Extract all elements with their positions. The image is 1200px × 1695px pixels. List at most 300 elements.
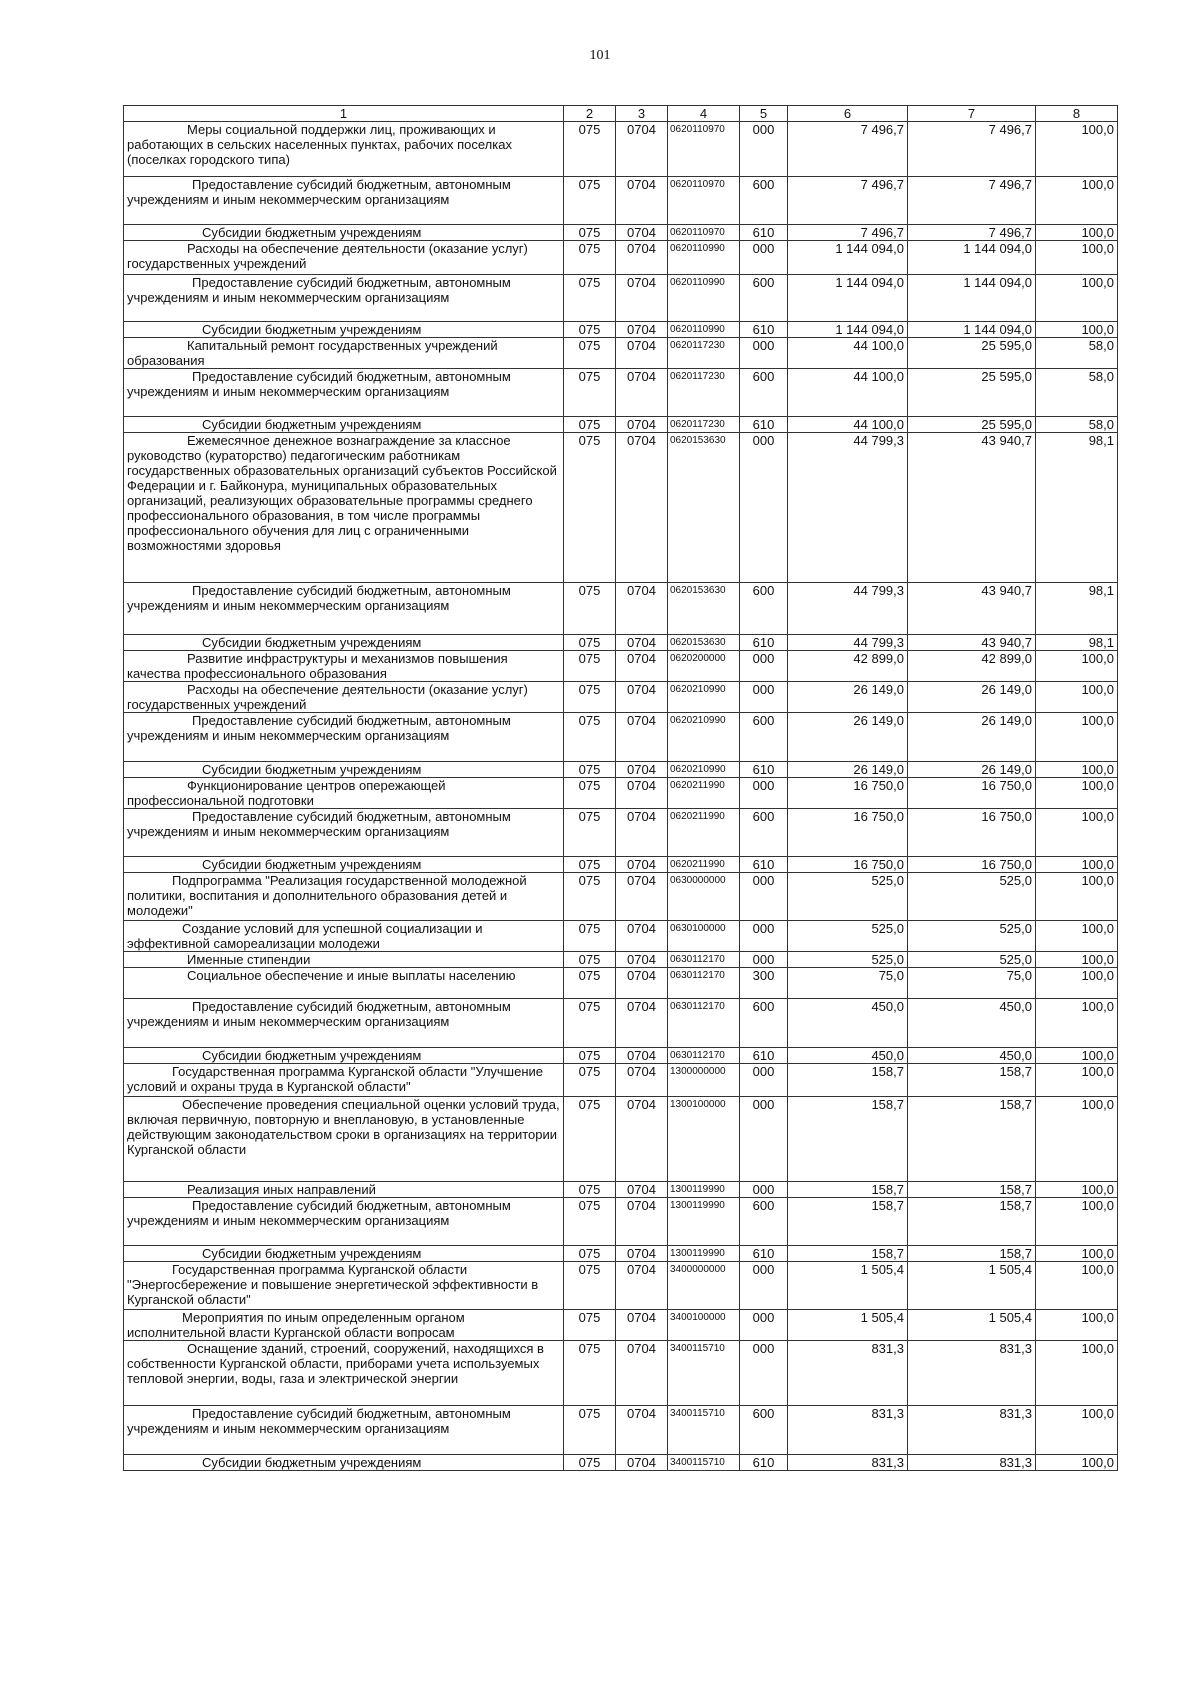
ministry-code: 075 xyxy=(564,1198,616,1246)
row-description: Меры социальной поддержки лиц, проживающих и работающих в сельских населенных пунктах, рабочих поселках (поселках городского типа) xyxy=(124,122,564,177)
target-article-code: 0620110990 xyxy=(668,275,740,322)
expense-type-code: 000 xyxy=(740,682,788,713)
section-code: 0704 xyxy=(616,1341,668,1406)
target-article-code: 0620210990 xyxy=(668,713,740,762)
execution-percent: 100,0 xyxy=(1036,873,1118,921)
section-code: 0704 xyxy=(616,809,668,857)
executed-amount: 158,7 xyxy=(908,1064,1036,1097)
section-code: 0704 xyxy=(616,999,668,1048)
expense-type-code: 600 xyxy=(740,275,788,322)
execution-percent: 100,0 xyxy=(1036,275,1118,322)
table-row xyxy=(124,1064,1118,1097)
row-description: Субсидии бюджетным учреждениям xyxy=(124,762,564,778)
section-code: 0704 xyxy=(616,241,668,275)
section-code: 0704 xyxy=(616,952,668,968)
planned-amount: 158,7 xyxy=(788,1182,908,1198)
table-row xyxy=(124,1310,1118,1341)
executed-amount: 25 595,0 xyxy=(908,338,1036,369)
row-description: Предоставление субсидий бюджетным, автономным учреждениям и иным некоммерческим организациям xyxy=(124,713,564,762)
section-code: 0704 xyxy=(616,225,668,241)
ministry-code: 075 xyxy=(564,1455,616,1471)
row-description: Ежемесячное денежное вознаграждение за классное руководство (кураторство) педагогическим работникам государственных образовательных организаций субъектов Российской Федерации и г. Байконура, муниципальных образовательных организаций, реализующих образовательные программы среднего профессионального образования, в том числе программы профессионального обучения для лиц с ограниченными возможностями здоровья xyxy=(124,433,564,583)
target-article-code: 1300119990 xyxy=(668,1198,740,1246)
executed-amount: 7 496,7 xyxy=(908,225,1036,241)
expense-type-code: 610 xyxy=(740,1455,788,1471)
section-code: 0704 xyxy=(616,369,668,417)
executed-amount: 26 149,0 xyxy=(908,713,1036,762)
table-row xyxy=(124,857,1118,873)
execution-percent: 58,0 xyxy=(1036,417,1118,433)
table-row xyxy=(124,809,1118,857)
expense-type-code: 600 xyxy=(740,999,788,1048)
target-article-code: 0620211990 xyxy=(668,809,740,857)
planned-amount: 831,3 xyxy=(788,1341,908,1406)
planned-amount: 44 799,3 xyxy=(788,433,908,583)
planned-amount: 525,0 xyxy=(788,921,908,952)
target-article-code: 0620110970 xyxy=(668,225,740,241)
execution-percent: 100,0 xyxy=(1036,682,1118,713)
executed-amount: 525,0 xyxy=(908,921,1036,952)
execution-percent: 100,0 xyxy=(1036,322,1118,338)
row-description: Предоставление субсидий бюджетным, автономным учреждениям и иным некоммерческим организациям xyxy=(124,583,564,635)
table-row xyxy=(124,433,1118,583)
ministry-code: 075 xyxy=(564,369,616,417)
target-article-code: 1300000000 xyxy=(668,1064,740,1097)
execution-percent: 100,0 xyxy=(1036,921,1118,952)
table-row xyxy=(124,417,1118,433)
execution-percent: 100,0 xyxy=(1036,241,1118,275)
row-description: Субсидии бюджетным учреждениям xyxy=(124,225,564,241)
ministry-code: 075 xyxy=(564,713,616,762)
executed-amount: 158,7 xyxy=(908,1182,1036,1198)
planned-amount: 16 750,0 xyxy=(788,857,908,873)
expense-type-code: 000 xyxy=(740,1341,788,1406)
table-row xyxy=(124,1341,1118,1406)
target-article-code: 0630112170 xyxy=(668,968,740,999)
execution-percent: 100,0 xyxy=(1036,968,1118,999)
executed-amount: 831,3 xyxy=(908,1406,1036,1455)
table-row xyxy=(124,921,1118,952)
section-code: 0704 xyxy=(616,322,668,338)
section-code: 0704 xyxy=(616,682,668,713)
table-row xyxy=(124,713,1118,762)
expense-type-code: 000 xyxy=(740,338,788,369)
execution-percent: 100,0 xyxy=(1036,857,1118,873)
execution-percent: 100,0 xyxy=(1036,1455,1118,1471)
section-code: 0704 xyxy=(616,1198,668,1246)
ministry-code: 075 xyxy=(564,635,616,651)
ministry-code: 075 xyxy=(564,338,616,369)
section-code: 0704 xyxy=(616,1064,668,1097)
planned-amount: 158,7 xyxy=(788,1097,908,1182)
planned-amount: 26 149,0 xyxy=(788,682,908,713)
expense-type-code: 000 xyxy=(740,921,788,952)
row-description: Субсидии бюджетным учреждениям xyxy=(124,322,564,338)
executed-amount: 16 750,0 xyxy=(908,778,1036,809)
ministry-code: 075 xyxy=(564,1064,616,1097)
table-row xyxy=(124,1406,1118,1455)
row-description: Государственная программа Курганской области "Улучшение условий и охраны труда в Курганской области" xyxy=(124,1064,564,1097)
executed-amount: 831,3 xyxy=(908,1341,1036,1406)
planned-amount: 450,0 xyxy=(788,999,908,1048)
execution-percent: 100,0 xyxy=(1036,1341,1118,1406)
table-row xyxy=(124,1182,1118,1198)
ministry-code: 075 xyxy=(564,417,616,433)
planned-amount: 75,0 xyxy=(788,968,908,999)
execution-percent: 100,0 xyxy=(1036,809,1118,857)
table-row xyxy=(124,999,1118,1048)
executed-amount: 25 595,0 xyxy=(908,369,1036,417)
executed-amount: 7 496,7 xyxy=(908,122,1036,177)
executed-amount: 450,0 xyxy=(908,999,1036,1048)
executed-amount: 525,0 xyxy=(908,873,1036,921)
planned-amount: 1 144 094,0 xyxy=(788,322,908,338)
execution-percent: 100,0 xyxy=(1036,1310,1118,1341)
row-description: Расходы на обеспечение деятельности (оказание услуг) государственных учреждений xyxy=(124,241,564,275)
executed-amount: 1 505,4 xyxy=(908,1310,1036,1341)
target-article-code: 0620110990 xyxy=(668,241,740,275)
expense-type-code: 000 xyxy=(740,651,788,682)
table-row xyxy=(124,322,1118,338)
planned-amount: 42 899,0 xyxy=(788,651,908,682)
execution-percent: 100,0 xyxy=(1036,1097,1118,1182)
executed-amount: 1 144 094,0 xyxy=(908,241,1036,275)
executed-amount: 16 750,0 xyxy=(908,857,1036,873)
row-description: Субсидии бюджетным учреждениям xyxy=(124,857,564,873)
col-header-4: 4 xyxy=(668,106,740,122)
expense-type-code: 600 xyxy=(740,1198,788,1246)
execution-percent: 100,0 xyxy=(1036,1048,1118,1064)
ministry-code: 075 xyxy=(564,177,616,225)
table-row xyxy=(124,1048,1118,1064)
row-description: Функционирование центров опережающей профессиональной подготовки xyxy=(124,778,564,809)
row-description: Предоставление субсидий бюджетным, автономным учреждениям и иным некоммерческим организациям xyxy=(124,1198,564,1246)
row-description: Оснащение зданий, строений, сооружений, находящихся в собственности Курганской области, приборами учета используемых тепловой энергии, воды, газа и электрической энергии xyxy=(124,1341,564,1406)
ministry-code: 075 xyxy=(564,968,616,999)
target-article-code: 1300119990 xyxy=(668,1246,740,1262)
expense-type-code: 000 xyxy=(740,1097,788,1182)
expense-type-code: 000 xyxy=(740,122,788,177)
execution-percent: 58,0 xyxy=(1036,369,1118,417)
row-description: Подпрограмма "Реализация государственной молодежной политики, воспитания и дополнительного образования детей и молодежи" xyxy=(124,873,564,921)
col-header-2: 2 xyxy=(564,106,616,122)
expense-type-code: 000 xyxy=(740,1310,788,1341)
executed-amount: 158,7 xyxy=(908,1097,1036,1182)
execution-percent: 100,0 xyxy=(1036,1182,1118,1198)
expense-type-code: 000 xyxy=(740,433,788,583)
executed-amount: 75,0 xyxy=(908,968,1036,999)
section-code: 0704 xyxy=(616,1262,668,1310)
target-article-code: 1300119990 xyxy=(668,1182,740,1198)
executed-amount: 525,0 xyxy=(908,952,1036,968)
expense-type-code: 000 xyxy=(740,778,788,809)
ministry-code: 075 xyxy=(564,873,616,921)
expense-type-code: 000 xyxy=(740,952,788,968)
ministry-code: 075 xyxy=(564,857,616,873)
section-code: 0704 xyxy=(616,635,668,651)
budget-table xyxy=(123,105,1118,1471)
ministry-code: 075 xyxy=(564,241,616,275)
ministry-code: 075 xyxy=(564,1246,616,1262)
execution-percent: 100,0 xyxy=(1036,762,1118,778)
table-row xyxy=(124,338,1118,369)
row-description: Обеспечение проведения специальной оценки условий труда, включая первичную, повторную и внеплановую, в установленные действующим законодательством сроки в организациях на территории Курганской области xyxy=(124,1097,564,1182)
expense-type-code: 600 xyxy=(740,1406,788,1455)
planned-amount: 525,0 xyxy=(788,873,908,921)
planned-amount: 44 799,3 xyxy=(788,635,908,651)
ministry-code: 075 xyxy=(564,809,616,857)
row-description: Предоставление субсидий бюджетным, автономным учреждениям и иным некоммерческим организациям xyxy=(124,999,564,1048)
executed-amount: 42 899,0 xyxy=(908,651,1036,682)
section-code: 0704 xyxy=(616,1182,668,1198)
ministry-code: 075 xyxy=(564,1262,616,1310)
planned-amount: 7 496,7 xyxy=(788,177,908,225)
table-row xyxy=(124,1455,1118,1471)
table-row xyxy=(124,1246,1118,1262)
section-code: 0704 xyxy=(616,713,668,762)
executed-amount: 450,0 xyxy=(908,1048,1036,1064)
col-header-7: 7 xyxy=(908,106,1036,122)
col-header-5: 5 xyxy=(740,106,788,122)
expense-type-code: 000 xyxy=(740,1262,788,1310)
section-code: 0704 xyxy=(616,778,668,809)
execution-percent: 100,0 xyxy=(1036,225,1118,241)
executed-amount: 26 149,0 xyxy=(908,682,1036,713)
planned-amount: 7 496,7 xyxy=(788,225,908,241)
executed-amount: 7 496,7 xyxy=(908,177,1036,225)
row-description: Субсидии бюджетным учреждениям xyxy=(124,1048,564,1064)
row-description: Предоставление субсидий бюджетным, автономным учреждениям и иным некоммерческим организациям xyxy=(124,1406,564,1455)
planned-amount: 1 505,4 xyxy=(788,1262,908,1310)
execution-percent: 100,0 xyxy=(1036,999,1118,1048)
section-code: 0704 xyxy=(616,968,668,999)
target-article-code: 1300100000 xyxy=(668,1097,740,1182)
execution-percent: 100,0 xyxy=(1036,1406,1118,1455)
ministry-code: 075 xyxy=(564,122,616,177)
executed-amount: 158,7 xyxy=(908,1246,1036,1262)
section-code: 0704 xyxy=(616,338,668,369)
execution-percent: 100,0 xyxy=(1036,952,1118,968)
table-row xyxy=(124,1097,1118,1182)
header-row xyxy=(124,106,1118,122)
execution-percent: 100,0 xyxy=(1036,1246,1118,1262)
row-description: Предоставление субсидий бюджетным, автономным учреждениям и иным некоммерческим организациям xyxy=(124,809,564,857)
executed-amount: 43 940,7 xyxy=(908,583,1036,635)
planned-amount: 26 149,0 xyxy=(788,713,908,762)
section-code: 0704 xyxy=(616,857,668,873)
ministry-code: 075 xyxy=(564,682,616,713)
execution-percent: 100,0 xyxy=(1036,778,1118,809)
executed-amount: 43 940,7 xyxy=(908,433,1036,583)
table-row xyxy=(124,122,1118,177)
target-article-code: 0630112170 xyxy=(668,999,740,1048)
planned-amount: 7 496,7 xyxy=(788,122,908,177)
planned-amount: 831,3 xyxy=(788,1406,908,1455)
section-code: 0704 xyxy=(616,762,668,778)
ministry-code: 075 xyxy=(564,952,616,968)
section-code: 0704 xyxy=(616,873,668,921)
table-row xyxy=(124,682,1118,713)
expense-type-code: 610 xyxy=(740,417,788,433)
ministry-code: 075 xyxy=(564,778,616,809)
section-code: 0704 xyxy=(616,433,668,583)
target-article-code: 0620200000 xyxy=(668,651,740,682)
ministry-code: 075 xyxy=(564,322,616,338)
execution-percent: 100,0 xyxy=(1036,1064,1118,1097)
ministry-code: 075 xyxy=(564,999,616,1048)
executed-amount: 831,3 xyxy=(908,1455,1036,1471)
execution-percent: 98,1 xyxy=(1036,433,1118,583)
table-row xyxy=(124,583,1118,635)
target-article-code: 3400115710 xyxy=(668,1341,740,1406)
section-code: 0704 xyxy=(616,921,668,952)
target-article-code: 0620211990 xyxy=(668,857,740,873)
section-code: 0704 xyxy=(616,1455,668,1471)
target-article-code: 0620117230 xyxy=(668,338,740,369)
table-row xyxy=(124,635,1118,651)
section-code: 0704 xyxy=(616,583,668,635)
target-article-code: 0630000000 xyxy=(668,873,740,921)
executed-amount: 1 505,4 xyxy=(908,1262,1036,1310)
expense-type-code: 000 xyxy=(740,1182,788,1198)
target-article-code: 0620210990 xyxy=(668,682,740,713)
execution-percent: 100,0 xyxy=(1036,177,1118,225)
ministry-code: 075 xyxy=(564,762,616,778)
target-article-code: 0620117230 xyxy=(668,369,740,417)
ministry-code: 075 xyxy=(564,651,616,682)
expense-type-code: 600 xyxy=(740,369,788,417)
col-header-6: 6 xyxy=(788,106,908,122)
section-code: 0704 xyxy=(616,651,668,682)
target-article-code: 0630112170 xyxy=(668,952,740,968)
planned-amount: 44 799,3 xyxy=(788,583,908,635)
ministry-code: 075 xyxy=(564,1406,616,1455)
expense-type-code: 610 xyxy=(740,225,788,241)
executed-amount: 16 750,0 xyxy=(908,809,1036,857)
planned-amount: 16 750,0 xyxy=(788,809,908,857)
expense-type-code: 610 xyxy=(740,322,788,338)
row-description: Капитальный ремонт государственных учреждений образования xyxy=(124,338,564,369)
execution-percent: 98,1 xyxy=(1036,583,1118,635)
expense-type-code: 000 xyxy=(740,241,788,275)
row-description: Социальное обеспечение и иные выплаты населению xyxy=(124,968,564,999)
target-article-code: 3400100000 xyxy=(668,1310,740,1341)
row-description: Субсидии бюджетным учреждениям xyxy=(124,417,564,433)
executed-amount: 158,7 xyxy=(908,1198,1036,1246)
table-row xyxy=(124,275,1118,322)
ministry-code: 075 xyxy=(564,433,616,583)
col-header-1: 1 xyxy=(124,106,564,122)
planned-amount: 1 144 094,0 xyxy=(788,275,908,322)
expense-type-code: 600 xyxy=(740,177,788,225)
ministry-code: 075 xyxy=(564,1341,616,1406)
target-article-code: 0620211990 xyxy=(668,778,740,809)
table-row xyxy=(124,651,1118,682)
planned-amount: 1 144 094,0 xyxy=(788,241,908,275)
section-code: 0704 xyxy=(616,1406,668,1455)
execution-percent: 100,0 xyxy=(1036,122,1118,177)
target-article-code: 0620210990 xyxy=(668,762,740,778)
execution-percent: 98,1 xyxy=(1036,635,1118,651)
table-row xyxy=(124,1262,1118,1310)
executed-amount: 43 940,7 xyxy=(908,635,1036,651)
execution-percent: 100,0 xyxy=(1036,713,1118,762)
target-article-code: 0630112170 xyxy=(668,1048,740,1064)
section-code: 0704 xyxy=(616,1246,668,1262)
table-row xyxy=(124,873,1118,921)
expense-type-code: 600 xyxy=(740,583,788,635)
row-description: Предоставление субсидий бюджетным, автономным учреждениям и иным некоммерческим организациям xyxy=(124,177,564,225)
ministry-code: 075 xyxy=(564,1097,616,1182)
executed-amount: 1 144 094,0 xyxy=(908,275,1036,322)
ministry-code: 075 xyxy=(564,225,616,241)
expense-type-code: 610 xyxy=(740,635,788,651)
planned-amount: 158,7 xyxy=(788,1246,908,1262)
row-description: Государственная программа Курганской области "Энергосбережение и повышение энергетической эффективности в Курганской области" xyxy=(124,1262,564,1310)
execution-percent: 100,0 xyxy=(1036,1262,1118,1310)
page-number: 101 xyxy=(589,48,611,63)
table-row xyxy=(124,369,1118,417)
target-article-code: 0620153630 xyxy=(668,635,740,651)
target-article-code: 0620110990 xyxy=(668,322,740,338)
section-code: 0704 xyxy=(616,1097,668,1182)
expense-type-code: 610 xyxy=(740,762,788,778)
planned-amount: 525,0 xyxy=(788,952,908,968)
section-code: 0704 xyxy=(616,275,668,322)
target-article-code: 0630100000 xyxy=(668,921,740,952)
row-description: Предоставление субсидий бюджетным, автономным учреждениям и иным некоммерческим организациям xyxy=(124,275,564,322)
section-code: 0704 xyxy=(616,122,668,177)
planned-amount: 44 100,0 xyxy=(788,417,908,433)
execution-percent: 100,0 xyxy=(1036,1198,1118,1246)
row-description: Реализация иных направлений xyxy=(124,1182,564,1198)
expense-type-code: 600 xyxy=(740,713,788,762)
section-code: 0704 xyxy=(616,1048,668,1064)
row-description: Субсидии бюджетным учреждениям xyxy=(124,1246,564,1262)
table-row xyxy=(124,225,1118,241)
execution-percent: 58,0 xyxy=(1036,338,1118,369)
expense-type-code: 000 xyxy=(740,873,788,921)
ministry-code: 075 xyxy=(564,1048,616,1064)
expense-type-code: 300 xyxy=(740,968,788,999)
col-header-8: 8 xyxy=(1036,106,1118,122)
row-description: Субсидии бюджетным учреждениям xyxy=(124,1455,564,1471)
target-article-code: 0620153630 xyxy=(668,583,740,635)
planned-amount: 158,7 xyxy=(788,1064,908,1097)
executed-amount: 1 144 094,0 xyxy=(908,322,1036,338)
table-row xyxy=(124,952,1118,968)
section-code: 0704 xyxy=(616,1310,668,1341)
table-row xyxy=(124,1198,1118,1246)
ministry-code: 075 xyxy=(564,275,616,322)
row-description: Именные стипендии xyxy=(124,952,564,968)
planned-amount: 450,0 xyxy=(788,1048,908,1064)
target-article-code: 0620110970 xyxy=(668,122,740,177)
ministry-code: 075 xyxy=(564,1182,616,1198)
target-article-code: 3400115710 xyxy=(668,1406,740,1455)
table-body xyxy=(124,122,1118,1471)
target-article-code: 3400115710 xyxy=(668,1455,740,1471)
expense-type-code: 610 xyxy=(740,1048,788,1064)
section-code: 0704 xyxy=(616,417,668,433)
target-article-code: 0620110970 xyxy=(668,177,740,225)
expense-type-code: 610 xyxy=(740,857,788,873)
row-description: Субсидии бюджетным учреждениям xyxy=(124,635,564,651)
ministry-code: 075 xyxy=(564,1310,616,1341)
planned-amount: 16 750,0 xyxy=(788,778,908,809)
planned-amount: 44 100,0 xyxy=(788,369,908,417)
executed-amount: 26 149,0 xyxy=(908,762,1036,778)
